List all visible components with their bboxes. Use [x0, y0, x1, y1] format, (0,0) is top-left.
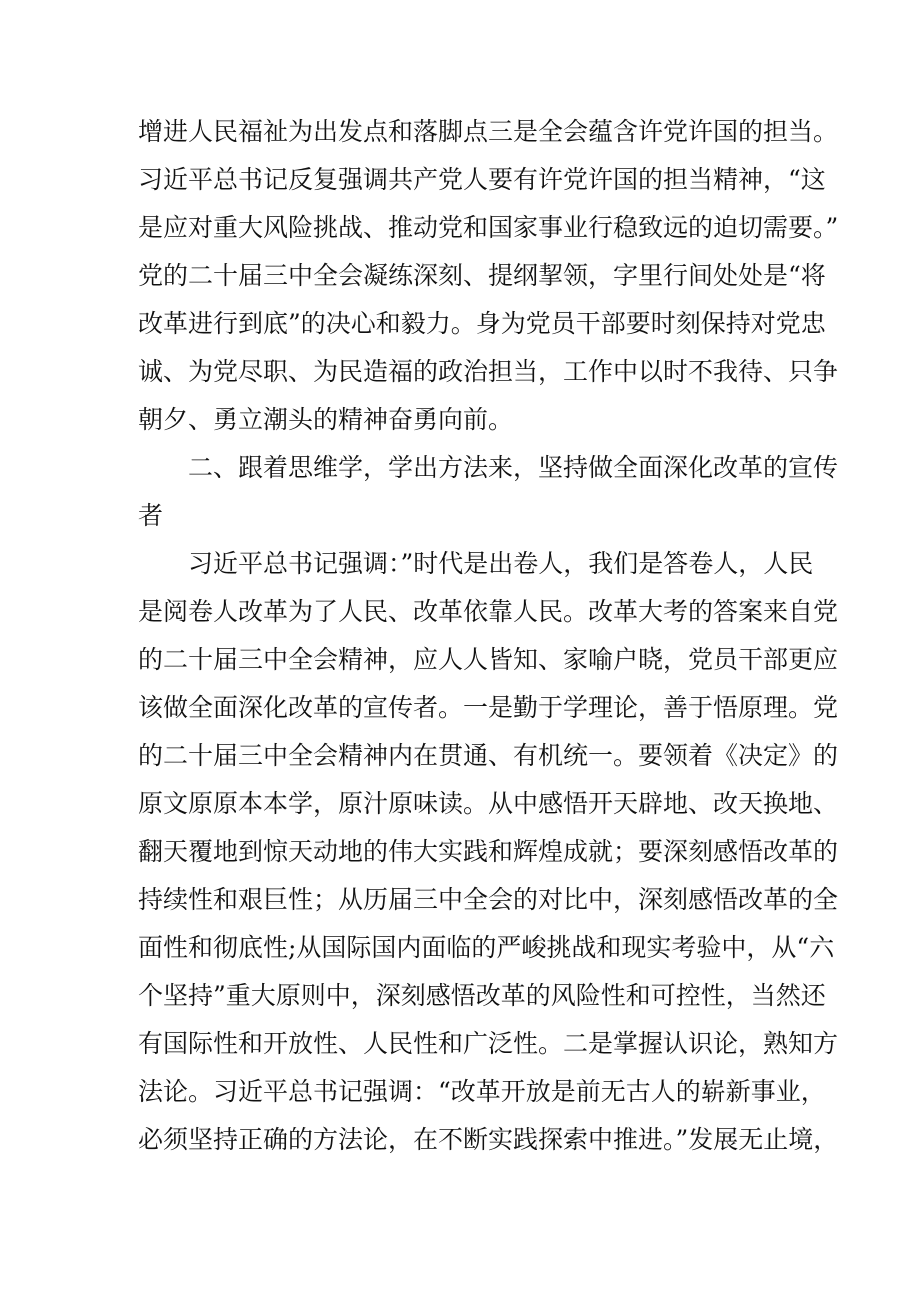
text-line: 持续性和艰巨性；从历届三中全会的对比中，深刻感悟改革的全 [138, 885, 839, 914]
document-body [138, 108, 839, 1164]
text-line: 个坚持”重大原则中，深刻感悟改革的风险性和可控性，当然还 [138, 981, 826, 1010]
text-line: 增进人民福祉为出发点和落脚点三是全会蕴含许党许国的担当。 [138, 117, 839, 146]
text-line: 诚、为党尽职、为民造福的政治担当，工作中以时不我待、只争 [138, 357, 839, 386]
text-line: 习近平总书记强调：”时代是出卷人，我们是答卷人，人民 [138, 549, 814, 578]
text-line: 原文原原本本学，原汁原味读。从中感悟开天辟地、改天换地、 [138, 789, 839, 818]
text-line: 该做全面深化改革的宣传者。一是勤于学理论，善于悟原理。党 [138, 693, 839, 722]
text-line: 有国际性和开放性、人民性和广泛性。二是掌握认识论，熟知方 [138, 1029, 839, 1058]
text-line: 的二十届三中全会精神，应人人皆知、家喻户晓，党员干部更应 [138, 645, 839, 674]
text-line: 党的二十届三中全会凝练深刻、提纲挈领，字里行间处处是“将 [138, 261, 826, 290]
paragraph-1 [138, 108, 839, 444]
heading-line: 二、跟着思维学，学出方法来，坚持做全面深化改革的宣传 [138, 453, 839, 482]
text-line: 改革进行到底”的决心和毅力。身为党员干部要时刻保持对党忠 [138, 309, 826, 338]
text-line: 面性和彻底性;从国际国内面临的严峻挑战和现实考验中，从“六 [138, 933, 835, 962]
text-line: 法论。习近平总书记强调：“改革开放是前无古人的崭新事业， [138, 1077, 826, 1106]
text-line: 必须坚持正确的方法论，在不断实践探索中推进。”发展无止境， [138, 1125, 839, 1154]
text-line: 翻天覆地到惊天动地的伟大实践和辉煌成就；要深刻感悟改革的 [138, 837, 839, 866]
text-line: 的二十届三中全会精神内在贯通、有机统一。要领着《决定》的 [138, 741, 839, 770]
text-line: 是应对重大风险挑战、推动党和国家事业行稳致远的迫切需要。” [138, 213, 839, 242]
section-heading [138, 444, 839, 540]
text-line: 朝夕、勇立潮头的精神奋勇向前。 [138, 405, 514, 434]
text-line: 是阅卷人改革为了人民、改革依靠人民。改革大考的答案来自党 [138, 597, 839, 626]
heading-line: 者 [138, 501, 164, 530]
paragraph-2 [138, 540, 839, 1164]
text-line: 习近平总书记反复强调共产党人要有许党许国的担当精神，“这 [138, 165, 826, 194]
